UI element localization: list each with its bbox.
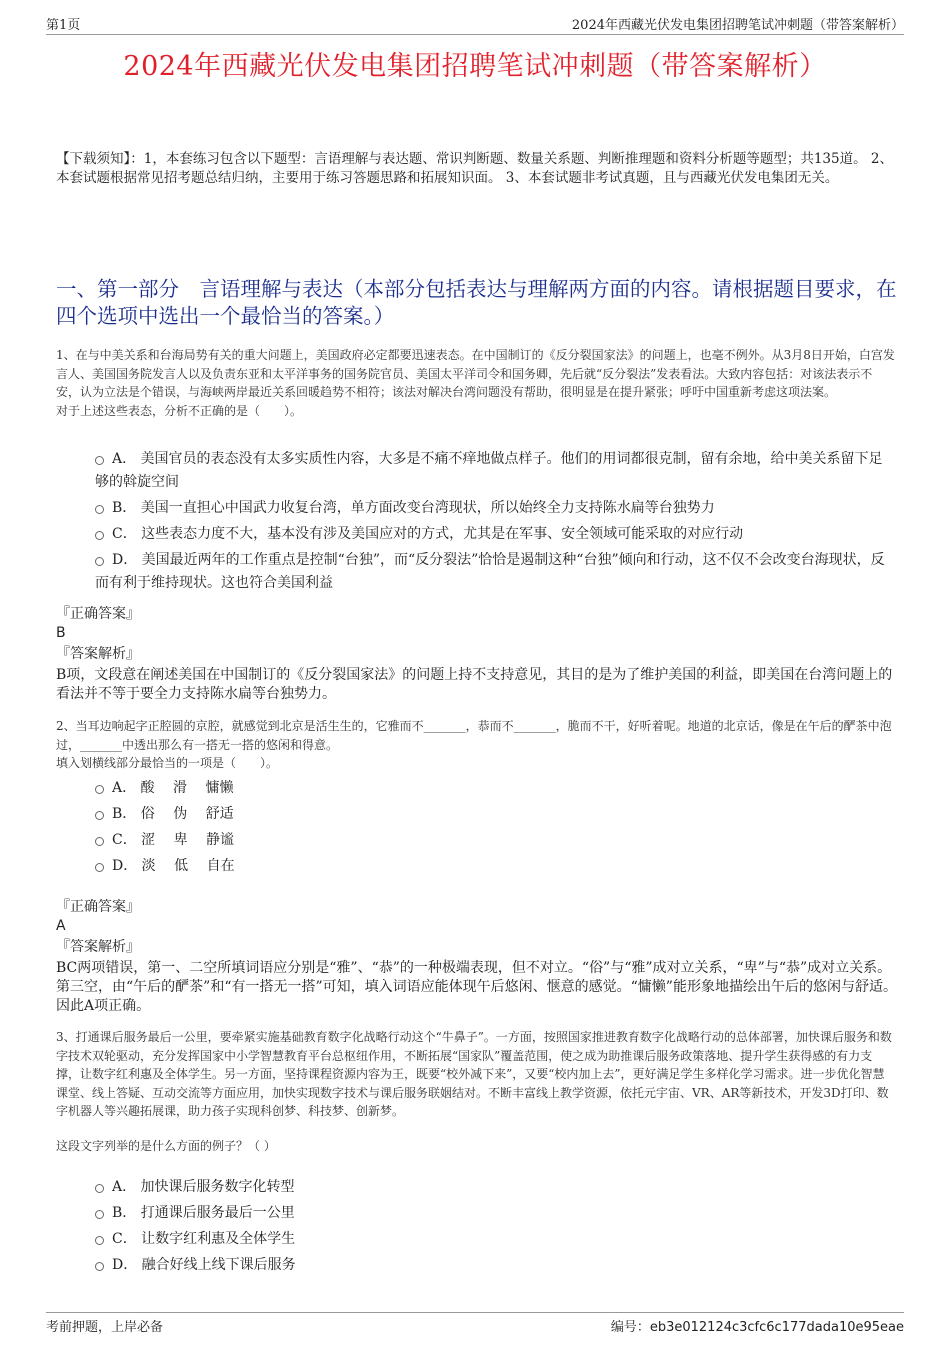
page-header [46,14,904,35]
radio-icon[interactable] [95,505,104,514]
option-a[interactable]: A． 加快课后服务数字化转型 [95,1176,895,1199]
question-2-answer [56,898,901,1016]
question-1-answer [56,605,901,704]
radio-icon[interactable] [95,557,104,566]
radio-icon[interactable] [95,1184,104,1193]
header-title: 2024年西藏光伏发电集团招聘笔试冲刺题（带答案解析） [571,18,904,33]
option-a[interactable]: A． 美国官员的表态没有太多实质性内容，大多是不痛不痒地做点样子。他们的用词都很克制，留有余地，给中美关系留下足够的斡旋空间 [95,451,883,490]
option-c[interactable]: C． 让数字红利惠及全体学生 [95,1228,895,1251]
radio-icon[interactable] [95,837,104,846]
question-3-options [95,1176,895,1280]
option-b[interactable]: B． 打通课后服务最后一公里 [95,1202,895,1225]
correct-answer: A [56,918,66,934]
serial-label: 编号： [610,1320,650,1335]
analysis-text: BC两项错误，第一、二空所填词语应分别是“雅”、“恭”的一种极端表现，但不对立。“俗”与“雅”成对立关系，“卑”与“恭”成对立关系。第三空，由“午后的酽茶”和“有一搭无一搭”可知，填入词语应能体现午后悠闲、惬意的感觉。“慵懒”能形象地描绘出午后的悠闲与舒适。因此A项正确。 [56,960,897,1014]
option-a[interactable]: A． 酸 滑 慵懒 [95,777,895,800]
answer-label: 『正确答案』 [56,899,140,915]
question-1 [56,346,896,420]
page-number: 第1页 [46,18,81,33]
radio-icon[interactable] [95,1262,104,1271]
analysis-label: 『答案解析』 [56,646,140,662]
section-title: 一、第一部分 言语理解与表达（本部分包括表达与理解两方面的内容。请根据题目要求，在四个选项中选出一个最恰当的答案。） [56,277,897,328]
document-title: 2024年西藏光伏发电集团招聘笔试冲刺题（带答案解析） [123,51,827,82]
question-text: 3、打通课后服务最后一公里，要牵紧实施基础教育数字化战略行动这个“牛鼻子”。一方面，按照国家推进教育数字化战略行动的总体部署，加快课后服务和数字技术双轮驱动，充分发挥国家中小学智慧教育平台总枢纽作用，不断拓展“国家队”覆盖范围，使之成为助推课后服务政策落地、提升学生获得感的有力支撑，让数字红利惠及全体学生。另一方面，坚持课程资源内容为王，既要“校外减下来”，又要“校内加上去”，更好满足学生多样化学习需求。进一步优化智慧课堂、线上答疑、互动交流等方面应用，加快实现数字技术与课后服务联姻结对。不断丰富线上教学资源，依托元宇宙、VR、AR等新技术，开发3D打印、数字机器人等兴趣拓展课，助力孩子实现科创梦、科技梦、创新梦。 [56,1030,892,1118]
option-d[interactable]: D． 融合好线上线下课后服务 [95,1254,895,1277]
option-c[interactable]: C． 涩 卑 静谧 [95,829,895,852]
question-prompt: 这段文字列举的是什么方面的例子？（ ） [56,1138,276,1153]
radio-icon[interactable] [95,785,104,794]
correct-answer: B [56,625,66,641]
page-footer [46,1312,904,1333]
question-prompt: 对于上述这些表态，分析不正确的是（ ）。 [56,403,303,418]
option-d[interactable]: D． 美国最近两年的工作重点是控制“台独”，而“反分裂法”恰恰是遏制这种“台独”倾向和行动，这不仅不会改变台海现状，反而有利于维持现状。这也符合美国利益 [95,552,885,591]
question-2-options [95,777,895,881]
radio-icon[interactable] [95,1210,104,1219]
question-prompt: 填入划横线部分最恰当的一项是（ ）。 [56,756,279,770]
question-text: 1、在与中美关系和台海局势有关的重大问题上，美国政府必定都要迅速表态。在中国制订的《反分裂国家法》的问题上，也毫不例外。从3月8日开始，白宫发言人、美国国务院发言人以及负责东亚和太平洋事务的国务院官员、美国太平洋司令和国务卿，先后就“反分裂法”发表看法。大致内容包括：对该法表示不安，认为立法是个错误，与海峡两岸最近关系回暖趋势不相符；该法对解决台湾问题没有帮助，很明显是在提升紧张；呼吁中国重新考虑这项法案。 [56,348,895,399]
download-notice: 【下载须知】：1，本套练习包含以下题型：言语理解与表达题、常识判断题、数量关系题、判断推理题和资料分析题等题型；共135道。 2、本套试题根据常见招考题总结归纳，主要用于练习答题思路和拓展知识面。 3、本套试题非考试真题，且与西藏光伏发电集团无关。 [56,151,893,186]
question-1-options [95,448,895,598]
radio-icon[interactable] [95,811,104,820]
question-2 [56,717,896,773]
radio-icon[interactable] [95,531,104,540]
serial-code: eb3e012124c3cfc6c177dada10e95eae [649,1320,904,1335]
footer-slogan: 考前押题，上岸必备 [46,1320,164,1335]
footer-serial [611,1316,904,1335]
answer-label: 『正确答案』 [56,606,140,622]
radio-icon[interactable] [95,456,104,465]
option-d[interactable]: D． 淡 低 自在 [95,855,895,878]
radio-icon[interactable] [95,1236,104,1245]
radio-icon[interactable] [95,863,104,872]
question-text: 2、当耳边响起字正腔圆的京腔，就感觉到北京是活生生的，它雅而不_______，恭而不_______，脆而不干，好听着呢。地道的北京话，像是在午后的酽茶中泡过，_______中透出那么有一搭无一搭的悠闲和得意。 [56,719,892,752]
option-c[interactable]: C． 这些表态力度不大，基本没有涉及美国应对的方式，尤其是在军事、安全领域可能采取的对应行动 [95,523,895,546]
option-b[interactable]: B． 俗 伪 舒适 [95,803,895,826]
question-3 [56,1028,896,1155]
analysis-label: 『答案解析』 [56,939,140,955]
analysis-text: B项，文段意在阐述美国在中国制订的《反分裂国家法》的问题上持不支持意见，其目的是为了维护美国的利益，即美国在台湾问题上的看法并不等于要全力支持陈水扁等台独势力。 [56,667,893,702]
option-b[interactable]: B． 美国一直担心中国武力收复台湾，单方面改变台湾现状，所以始终全力支持陈水扁等台独势力 [95,497,895,520]
